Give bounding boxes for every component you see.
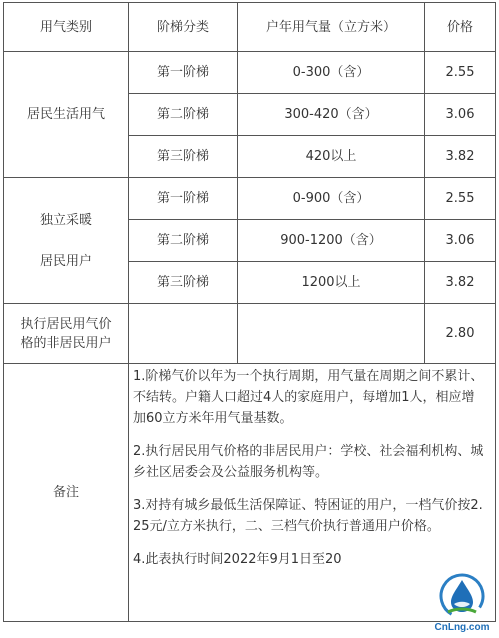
table-row xyxy=(4,304,496,364)
tier-cell-empty xyxy=(129,304,238,364)
volume-cell: 900-1200（含） xyxy=(238,220,425,262)
table-row xyxy=(4,52,496,94)
category-label-line1: 独立采暖 xyxy=(39,212,92,228)
header-price: 价格 xyxy=(425,3,496,52)
note-item-2: 2.执行居民用气价格的非居民用户：学校、社会福利机构、城乡社区居委会及公益服务机构等。 xyxy=(133,444,484,480)
volume-cell: 0-900（含） xyxy=(238,178,425,220)
volume-cell: 300-420（含） xyxy=(238,94,425,136)
price-cell: 3.82 xyxy=(425,136,496,178)
price-cell: 2.55 xyxy=(425,178,496,220)
price-cell: 2.55 xyxy=(425,52,496,94)
price-cell: 3.82 xyxy=(425,262,496,304)
category-label: 居民生活用气 xyxy=(26,107,105,122)
table-row xyxy=(4,178,496,220)
header-row xyxy=(4,3,496,52)
category-label-line2: 格的非居民用户 xyxy=(20,335,112,351)
price-cell: 3.06 xyxy=(425,220,496,262)
cnlng-watermark-logo xyxy=(430,572,494,634)
category-cell-heating xyxy=(4,178,129,304)
volume-cell: 1200以上 xyxy=(238,262,425,304)
category-label-line1: 执行居民用气价 xyxy=(20,316,112,332)
category-cell-non-resident xyxy=(4,304,129,364)
tier-cell: 第二阶梯 xyxy=(129,94,238,136)
category-label-line2: 居民用户 xyxy=(39,253,92,269)
volume-cell: 0-300（含） xyxy=(238,52,425,94)
header-category: 用气类别 xyxy=(4,3,129,52)
volume-cell: 420以上 xyxy=(238,136,425,178)
header-tier: 阶梯分类 xyxy=(129,3,238,52)
droplet-logo-icon xyxy=(430,572,494,634)
header-volume: 户年用气量（立方米） xyxy=(238,3,425,52)
notes-label: 备注 xyxy=(4,364,129,622)
watermark-text: CnLng.com xyxy=(434,622,490,633)
tier-cell: 第一阶梯 xyxy=(129,178,238,220)
gas-price-table xyxy=(3,2,496,622)
volume-cell-empty xyxy=(238,304,425,364)
price-cell: 2.80 xyxy=(425,304,496,364)
note-item-4: 4.此表执行时间2022年9月1日至20 xyxy=(133,552,342,567)
category-cell-residential xyxy=(4,52,129,178)
note-item-3: 3.对持有城乡最低生活保障证、特困证的用户，一档气价按2.25元/立方米执行，二、三档气价执行普通用户价格。 xyxy=(133,498,483,534)
note-item-1: 1.阶梯气价以年为一个执行周期，用气量在周期之间不累计、不结转。户籍人口超过4人的家庭用户，每增加1人，相应增加60立方米年用气量基数。 xyxy=(133,369,484,426)
notes-row xyxy=(4,364,496,622)
tier-cell: 第一阶梯 xyxy=(129,52,238,94)
tier-cell: 第二阶梯 xyxy=(129,220,238,262)
price-cell: 3.06 xyxy=(425,94,496,136)
tier-cell: 第三阶梯 xyxy=(129,262,238,304)
tier-cell: 第三阶梯 xyxy=(129,136,238,178)
